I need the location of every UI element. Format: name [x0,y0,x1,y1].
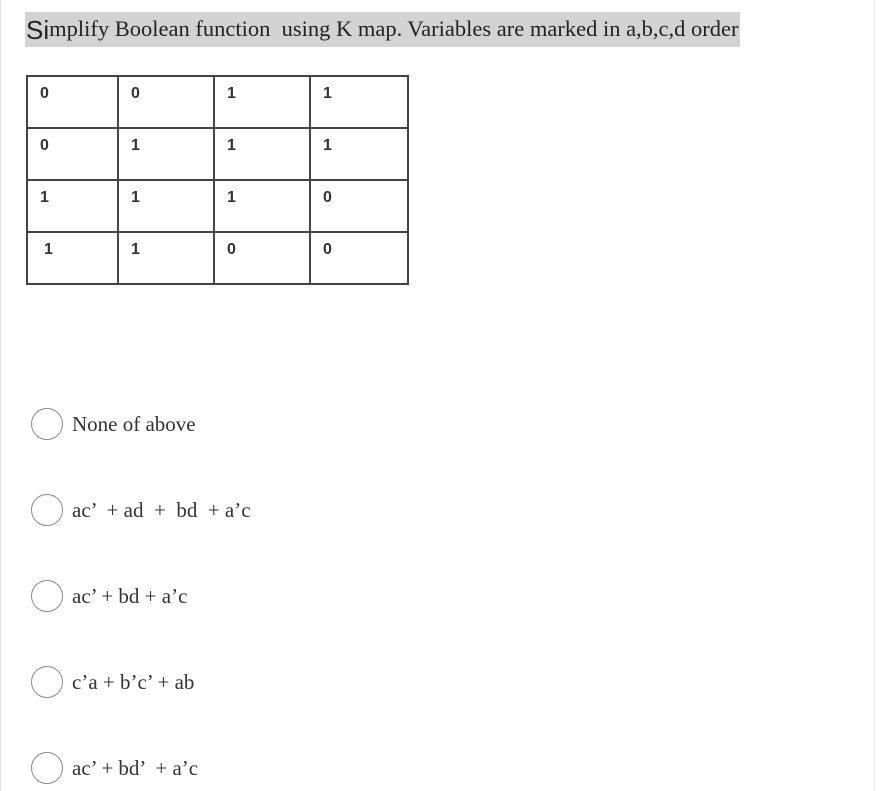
answer-option-label: c’a + b’c’ + ab [72,669,195,694]
kmap-row [27,76,408,128]
radio-button[interactable] [31,494,63,526]
kmap-row [27,232,408,284]
kmap-cell: 1 [118,232,214,284]
answer-option-label: ac’ + ad + bd + a’c [72,497,251,522]
kmap-cell: 1 [27,232,118,284]
question-text [25,12,740,47]
kmap-cell: 1 [214,180,310,232]
answer-option-4[interactable] [31,664,194,700]
page-right-border [874,0,875,791]
kmap-cell: 1 [310,76,408,128]
kmap-cell: 0 [118,76,214,128]
answer-option-2[interactable] [31,492,251,528]
radio-button[interactable] [31,408,63,440]
kmap-cell: 0 [310,180,408,232]
kmap-cell: 1 [118,180,214,232]
kmap-cell: 0 [214,232,310,284]
answer-option-label: None of above [72,411,196,436]
radio-button[interactable] [31,580,63,612]
kmap-cell: 1 [118,128,214,180]
kmap-cell: 0 [27,128,118,180]
kmap-cell: 1 [214,128,310,180]
answer-option-label: ac’ + bd’ + a’c [72,755,199,780]
question-text-first-letters: Si [26,14,50,45]
kmap-cell: 0 [27,76,118,128]
question-text-rest: mplify Boolean function using K map. Variables are marked in a,b,c,d order [49,16,739,42]
answer-option-5[interactable] [31,750,198,786]
radio-button[interactable] [31,752,63,784]
kmap-cell: 0 [310,232,408,284]
kmap-cell: 1 [27,180,118,232]
kmap-row [27,128,408,180]
kmap-cell: 1 [214,76,310,128]
answer-option-label: ac’ + bd + a’c [72,583,188,608]
kmap-row [27,180,408,232]
page-left-border [0,0,1,791]
kmap-cell: 1 [310,128,408,180]
answer-option-none-of-above[interactable] [31,406,196,442]
answer-option-3[interactable] [31,578,187,614]
radio-button[interactable] [31,666,63,698]
kmap-table [26,75,409,285]
